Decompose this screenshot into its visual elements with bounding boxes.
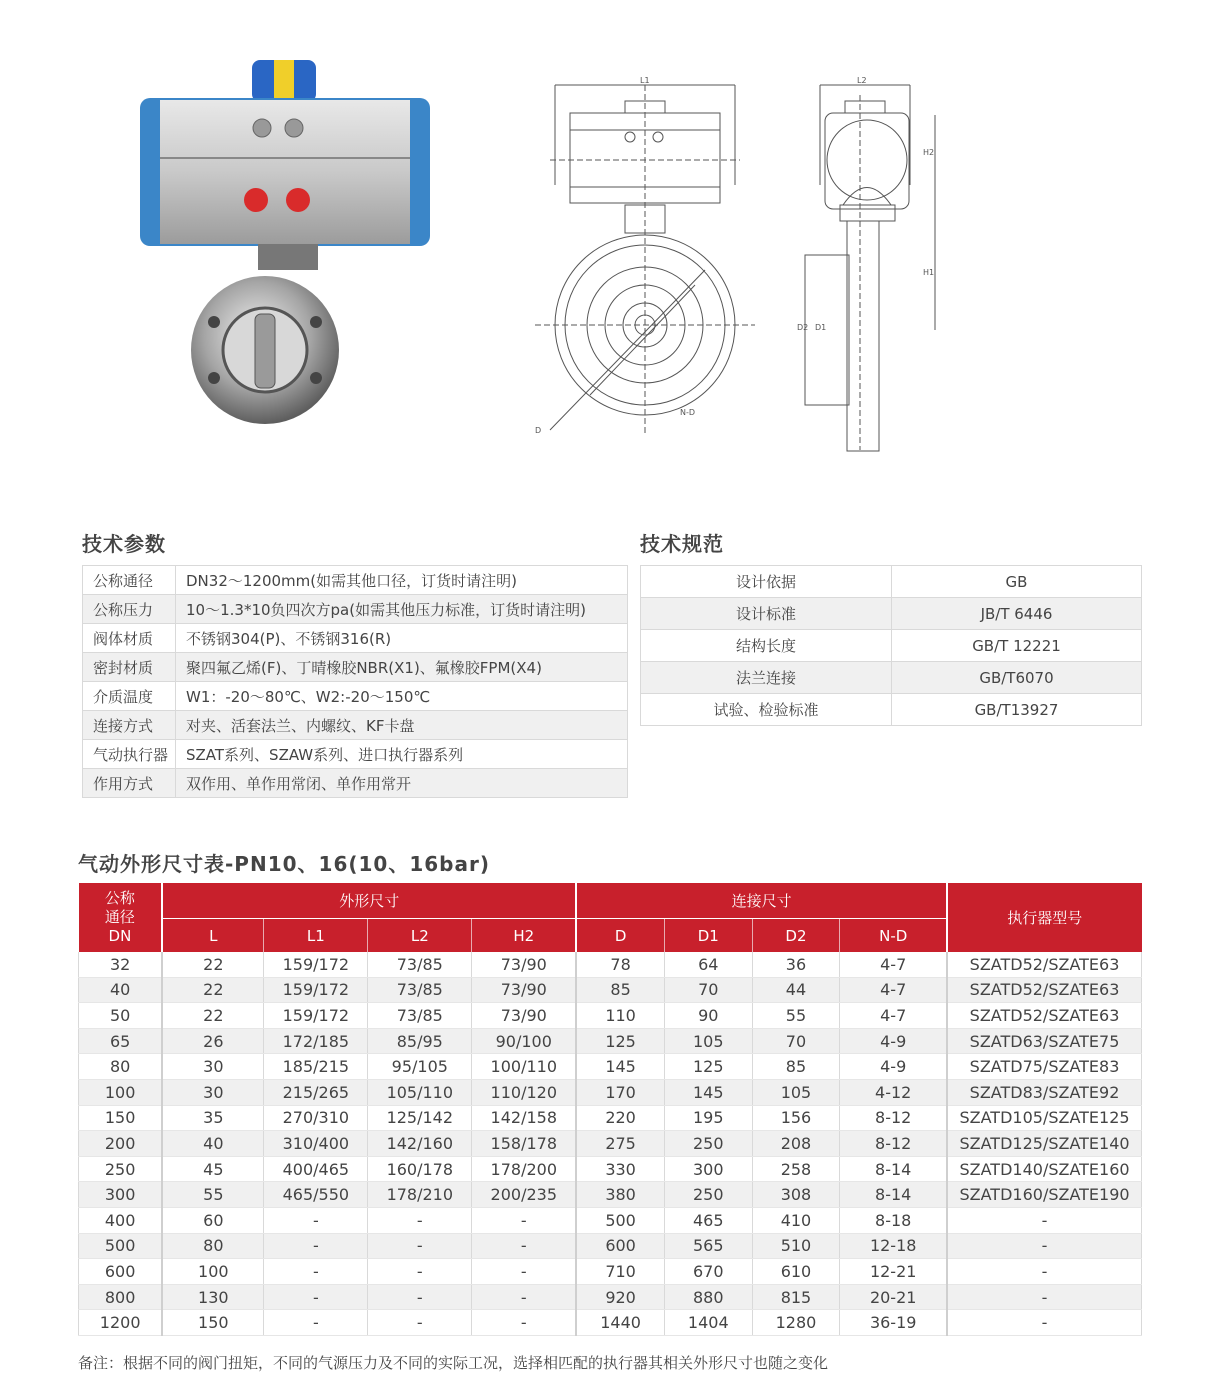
table-cell: 12-21 [840,1259,947,1285]
label-d: D [535,426,542,435]
params-table [82,565,628,798]
table-cell: 125 [576,1028,664,1054]
table-cell: 880 [664,1284,752,1310]
table-cell: 400/465 [264,1156,368,1182]
param-value: DN32～1200mm(如需其他口径，订货时请注明) [176,566,628,595]
table-cell: 130 [162,1284,264,1310]
table-cell: 145 [576,1054,664,1080]
header-col-d2: D2 [752,919,840,953]
table-cell: - [947,1310,1141,1336]
params-row [83,653,628,682]
label-nd: N-D [680,408,696,417]
front-view-drawing [530,75,770,455]
table-cell: 12-18 [840,1233,947,1259]
param-value: W1：-20～80℃、W2:-20～150℃ [176,682,628,711]
table-cell: 250 [664,1131,752,1157]
table-row [79,977,1142,1003]
table-cell: 4-7 [840,977,947,1003]
table-cell: 159/172 [264,977,368,1003]
table-cell: 465 [664,1207,752,1233]
table-cell: 310/400 [264,1131,368,1157]
table-cell: 80 [162,1233,264,1259]
table-cell: 40 [79,977,163,1003]
table-cell: 64 [664,952,752,977]
table-cell: 258 [752,1156,840,1182]
table-cell: 95/105 [368,1054,472,1080]
table-cell: - [368,1233,472,1259]
header-actuator: 执行器型号 [947,883,1141,952]
table-cell: 105 [664,1028,752,1054]
table-cell: - [368,1207,472,1233]
table-row [79,1233,1142,1259]
table-cell: SZATD52/SZATE63 [947,977,1141,1003]
table-cell: 178/200 [472,1156,576,1182]
table-cell: - [264,1233,368,1259]
table-cell: 22 [162,977,264,1003]
table-cell: 1280 [752,1310,840,1336]
table-cell: 26 [162,1028,264,1054]
table-cell: 670 [664,1259,752,1285]
table-cell: SZATD52/SZATE63 [947,952,1141,977]
table-cell: 8-12 [840,1131,947,1157]
table-cell: 275 [576,1131,664,1157]
table-cell: 145 [664,1079,752,1105]
footnote: 备注：根据不同的阀门扭矩，不同的气源压力及不同的实际工况，选择相匹配的执行器其相关外形尺寸也随之变化 [78,1354,829,1372]
table-cell: - [368,1284,472,1310]
table-cell: - [947,1259,1141,1285]
table-cell: 4-12 [840,1079,947,1105]
spec-row [641,662,1142,694]
table-cell: 100 [162,1259,264,1285]
table-cell: 200/235 [472,1182,576,1208]
table-cell: 55 [162,1182,264,1208]
header-col-l1: L1 [264,919,368,953]
table-cell: 195 [664,1105,752,1131]
params-row [83,595,628,624]
dims-title: 气动外形尺寸表-PN10、16(10、16bar) [78,852,490,876]
spec-key: 试验、检验标准 [641,694,892,726]
param-key: 公称压力 [83,595,176,624]
table-cell: 1404 [664,1310,752,1336]
param-key: 介质温度 [83,682,176,711]
table-cell: 1200 [79,1310,163,1336]
table-cell: 85 [576,977,664,1003]
table-row [79,1131,1142,1157]
label-l1: L1 [640,76,650,85]
table-cell: SZATD52/SZATE63 [947,1003,1141,1029]
params-row [83,682,628,711]
params-row [83,711,628,740]
table-cell: 185/215 [264,1054,368,1080]
table-cell: 142/158 [472,1105,576,1131]
table-cell: 172/185 [264,1028,368,1054]
header-outer: 外形尺寸 [162,883,576,919]
param-key: 阀体材质 [83,624,176,653]
table-cell: 110/120 [472,1079,576,1105]
side-view-drawing [795,75,945,455]
table-row [79,1284,1142,1310]
header-col-l: L [162,919,264,953]
spec-table [640,565,1142,726]
table-cell: 85/95 [368,1028,472,1054]
param-value: SZAT系列、SZAW系列、进口执行器系列 [176,740,628,769]
table-cell: 73/85 [368,1003,472,1029]
spec-key: 结构长度 [641,630,892,662]
table-cell: 142/160 [368,1131,472,1157]
table-row [79,1054,1142,1080]
table-row [79,952,1142,977]
table-cell: 215/265 [264,1079,368,1105]
table-cell: - [472,1310,576,1336]
table-cell: - [264,1207,368,1233]
table-cell: 73/90 [472,952,576,977]
table-cell: SZATD83/SZATE92 [947,1079,1141,1105]
table-cell: 70 [664,977,752,1003]
table-cell: - [947,1233,1141,1259]
table-cell: 90/100 [472,1028,576,1054]
table-cell: 4-7 [840,1003,947,1029]
table-cell: 73/90 [472,1003,576,1029]
table-cell: 160/178 [368,1156,472,1182]
table-cell: 200 [79,1131,163,1157]
table-cell: 159/172 [264,952,368,977]
spec-value: GB/T13927 [892,694,1142,726]
table-cell: - [472,1207,576,1233]
table-cell: 80 [79,1054,163,1080]
table-cell: 710 [576,1259,664,1285]
table-cell: 55 [752,1003,840,1029]
params-row [83,769,628,798]
table-cell: 920 [576,1284,664,1310]
spec-row [641,566,1142,598]
table-cell: 270/310 [264,1105,368,1131]
table-cell: 465/550 [264,1182,368,1208]
table-cell: 36-19 [840,1310,947,1336]
table-cell: SZATD105/SZATE125 [947,1105,1141,1131]
label-d2: D2 [797,323,809,332]
table-cell: 8-12 [840,1105,947,1131]
table-cell: 22 [162,952,264,977]
spec-value: JB/T 6446 [892,598,1142,630]
table-cell: 125 [664,1054,752,1080]
spec-row [641,630,1142,662]
table-cell: 30 [162,1054,264,1080]
param-key: 作用方式 [83,769,176,798]
table-cell: 208 [752,1131,840,1157]
table-row [79,1207,1142,1233]
table-cell: 510 [752,1233,840,1259]
spec-value: GB [892,566,1142,598]
table-cell: SZATD160/SZATE190 [947,1182,1141,1208]
table-cell: 610 [752,1259,840,1285]
table-cell: 65 [79,1028,163,1054]
header-dn: 公称 通径 DN [79,883,163,952]
table-cell: 220 [576,1105,664,1131]
table-cell: 600 [576,1233,664,1259]
table-cell: 73/85 [368,952,472,977]
params-row [83,566,628,595]
table-cell: 8-14 [840,1182,947,1208]
table-cell: 250 [664,1182,752,1208]
table-cell: 36 [752,952,840,977]
table-cell: 159/172 [264,1003,368,1029]
table-cell: 565 [664,1233,752,1259]
table-cell: 60 [162,1207,264,1233]
table-cell: - [264,1284,368,1310]
table-cell: - [947,1207,1141,1233]
table-cell: - [368,1259,472,1285]
table-cell: 4-9 [840,1028,947,1054]
param-value: 不锈钢304(P)、不锈钢316(R) [176,624,628,653]
table-cell: 100 [79,1079,163,1105]
table-cell: 105 [752,1079,840,1105]
spec-value: GB/T6070 [892,662,1142,694]
param-value: 双作用、单作用常闭、单作用常开 [176,769,628,798]
header-col-h2: H2 [472,919,576,953]
table-row [79,1028,1142,1054]
table-cell: 4-9 [840,1054,947,1080]
table-cell: 35 [162,1105,264,1131]
params-title: 技术参数 [82,532,166,556]
spec-key: 设计依据 [641,566,892,598]
table-cell: 178/210 [368,1182,472,1208]
table-cell: 73/85 [368,977,472,1003]
param-value: 10～1.3*10负四次方pa(如需其他压力标准，订货时请注明) [176,595,628,624]
spec-title: 技术规范 [640,532,724,556]
spec-row [641,694,1142,726]
table-cell: 330 [576,1156,664,1182]
table-cell: SZATD75/SZATE83 [947,1054,1141,1080]
table-cell: 22 [162,1003,264,1029]
table-row [79,1079,1142,1105]
table-cell: 90 [664,1003,752,1029]
table-cell: - [472,1284,576,1310]
header-col-d1: D1 [664,919,752,953]
table-cell: 45 [162,1156,264,1182]
table-row [79,1003,1142,1029]
table-cell: 110 [576,1003,664,1029]
table-cell: 44 [752,977,840,1003]
table-cell: 20-21 [840,1284,947,1310]
label-h1: H1 [923,268,935,277]
param-key: 密封材质 [83,653,176,682]
table-cell: 125/142 [368,1105,472,1131]
param-key: 气动执行器 [83,740,176,769]
table-cell: 300 [79,1182,163,1208]
param-key: 公称通径 [83,566,176,595]
header-conn: 连接尺寸 [576,883,947,919]
table-cell: 170 [576,1079,664,1105]
table-cell: 500 [576,1207,664,1233]
table-cell: 150 [162,1310,264,1336]
table-cell: - [947,1284,1141,1310]
table-cell: SZATD125/SZATE140 [947,1131,1141,1157]
header-col-l2: L2 [368,919,472,953]
table-cell: 85 [752,1054,840,1080]
table-row [79,1105,1142,1131]
table-cell: 8-14 [840,1156,947,1182]
table-row [79,1259,1142,1285]
table-cell: 400 [79,1207,163,1233]
table-cell: 308 [752,1182,840,1208]
table-cell: 30 [162,1079,264,1105]
table-cell: 78 [576,952,664,977]
label-l2: L2 [857,76,867,85]
table-cell: 50 [79,1003,163,1029]
table-cell: - [264,1310,368,1336]
table-cell: 800 [79,1284,163,1310]
param-key: 连接方式 [83,711,176,740]
table-cell: 100/110 [472,1054,576,1080]
table-cell: 8-18 [840,1207,947,1233]
table-row [79,1182,1142,1208]
header-col-d: D [576,919,664,953]
dimension-table [78,883,1142,1336]
table-cell: 73/90 [472,977,576,1003]
table-cell: 70 [752,1028,840,1054]
spec-value: GB/T 12221 [892,630,1142,662]
param-value: 聚四氟乙烯(F)、丁晴橡胶NBR(X1)、氟橡胶FPM(X4) [176,653,628,682]
table-cell: 300 [664,1156,752,1182]
table-cell: 600 [79,1259,163,1285]
table-cell: 150 [79,1105,163,1131]
table-cell: 105/110 [368,1079,472,1105]
param-value: 对夹、活套法兰、内螺纹、KF卡盘 [176,711,628,740]
table-cell: 410 [752,1207,840,1233]
label-h2: H2 [923,148,935,157]
spec-key: 设计标准 [641,598,892,630]
table-cell: 1440 [576,1310,664,1336]
table-cell: 250 [79,1156,163,1182]
table-cell: SZATD63/SZATE75 [947,1028,1141,1054]
table-cell: 158/178 [472,1131,576,1157]
table-cell: - [472,1233,576,1259]
table-cell: 156 [752,1105,840,1131]
table-cell: 32 [79,952,163,977]
table-cell: 815 [752,1284,840,1310]
table-cell: 380 [576,1182,664,1208]
table-row [79,1310,1142,1336]
table-cell: - [264,1259,368,1285]
spec-row [641,598,1142,630]
table-cell: - [472,1259,576,1285]
table-cell: 500 [79,1233,163,1259]
table-row [79,1156,1142,1182]
table-cell: SZATD140/SZATE160 [947,1156,1141,1182]
product-photo [140,60,430,450]
table-cell: - [368,1310,472,1336]
label-d1: D1 [815,323,827,332]
header-col-n-d: N-D [840,919,947,953]
spec-key: 法兰连接 [641,662,892,694]
table-cell: 40 [162,1131,264,1157]
params-row [83,624,628,653]
table-cell: 4-7 [840,952,947,977]
params-row [83,740,628,769]
